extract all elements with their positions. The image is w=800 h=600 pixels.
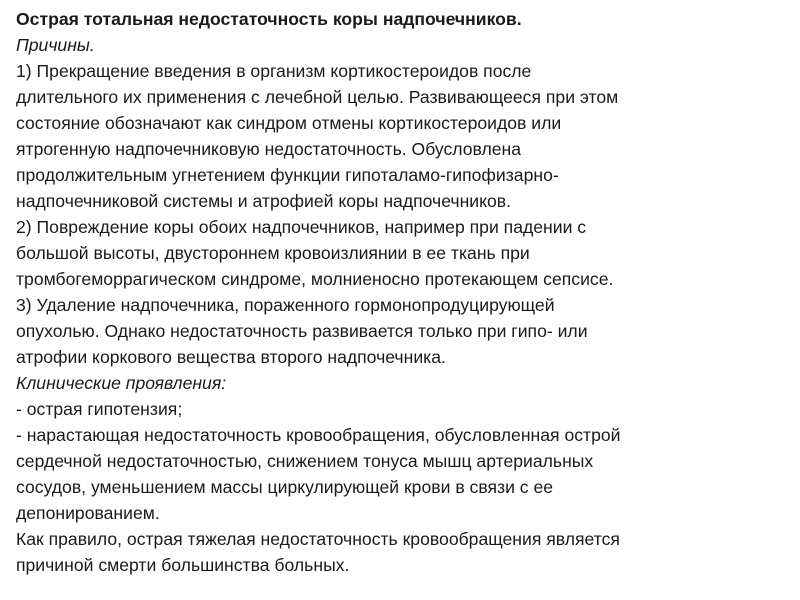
cause-1-line: состояние обозначают как синдром отмены кортикостероидов или [16,113,562,133]
clinical-line: депонированием. [16,503,160,523]
clinical-line: сердечной недостаточностью, снижением тонуса мышц артериальных [16,451,594,471]
clinical-heading: Клинические проявления: [16,373,227,393]
clinical-line: - нарастающая недостаточность кровообращения, обусловленная острой [16,425,621,445]
cause-3-line: 3) Удаление надпочечника, пораженного гормонопродуцирующей [16,295,555,315]
slide-text-body [16,6,788,578]
cause-2-line: тромбогеморрагическом синдроме, молниеносно протекающем сепсисе. [16,269,614,289]
cause-1-line: продолжительным угнетением функции гипоталамо-гипофизарно- [16,165,559,185]
causes-heading: Причины. [16,35,95,55]
cause-3-line: опухолью. Однако недостаточность развивается только при гипо- или [16,321,588,341]
cause-1-line: 1) Прекращение введения в организм кортикостероидов после [16,61,532,81]
cause-2-line: большой высоты, двустороннем кровоизлиянии в ее ткань при [16,243,530,263]
cause-2-line: 2) Повреждение коры обоих надпочечников, например при падении с [16,217,587,237]
conclusion-line: Как правило, острая тяжелая недостаточность кровообращения является [16,529,620,549]
cause-1-line: ятрогенную надпочечниковую недостаточность. Обусловлена [16,139,522,159]
clinical-line: сосудов, уменьшением массы циркулирующей крови в связи с ее [16,477,554,497]
cause-1-line: надпочечниковой системы и атрофией коры надпочечников. [16,191,512,211]
cause-3-line: атрофии коркового вещества второго надпочечника. [16,347,446,367]
conclusion-line: причиной смерти большинства больных. [16,555,350,575]
document-title: Острая тотальная недостаточность коры надпочечников. [16,9,522,29]
cause-1-line: длительного их применения с лечебной целью. Развивающееся при этом [16,87,619,107]
clinical-line: - острая гипотензия; [16,399,183,419]
